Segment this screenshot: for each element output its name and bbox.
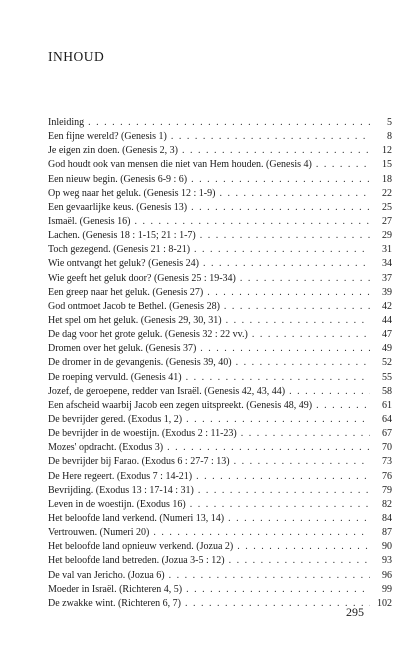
toc-entry-page: 8 bbox=[387, 131, 392, 143]
dot-leader bbox=[190, 498, 370, 512]
toc-entry-title: Het beloofde land opnieuw verkend. (Jozua 2) bbox=[48, 541, 234, 553]
toc-entry-page: 99 bbox=[382, 583, 392, 595]
dot-leader bbox=[219, 187, 370, 201]
dot-leader bbox=[228, 512, 370, 526]
toc-entry bbox=[48, 512, 392, 526]
toc-entry-page: 79 bbox=[382, 484, 392, 496]
toc-entry bbox=[48, 130, 392, 144]
toc-entry-page: 52 bbox=[382, 357, 392, 369]
toc-entry-page: 47 bbox=[382, 329, 392, 341]
toc-entry bbox=[48, 215, 392, 229]
toc-entry-page: 18 bbox=[382, 173, 392, 185]
toc-entry bbox=[48, 300, 392, 314]
toc-entry bbox=[48, 371, 392, 385]
dot-leader bbox=[171, 130, 370, 144]
table-of-contents bbox=[48, 116, 392, 611]
dot-leader bbox=[191, 201, 370, 215]
dot-leader bbox=[198, 484, 370, 498]
toc-entry-page: 22 bbox=[382, 187, 392, 199]
toc-entry-page: 27 bbox=[382, 215, 392, 227]
dot-leader bbox=[88, 116, 370, 130]
dot-leader bbox=[196, 470, 370, 484]
toc-entry-page: 37 bbox=[382, 272, 392, 284]
toc-entry-title: Een nieuw begin. (Genesis 6-9 : 6) bbox=[48, 173, 188, 185]
dot-leader bbox=[236, 356, 370, 370]
toc-entry-page: 44 bbox=[382, 314, 392, 326]
page-title: INHOUD bbox=[48, 49, 105, 64]
toc-entry-title: De dag voor het grote geluk. (Genesis 32 : 22 vv.) bbox=[48, 329, 248, 341]
toc-entry-title: De bevrijder bij Farao. (Exodus 6 : 27-7 : 13) bbox=[48, 456, 230, 468]
dot-leader bbox=[252, 328, 370, 342]
toc-entry-title: Leven in de woestijn. (Exodus 16) bbox=[48, 498, 186, 510]
dot-leader bbox=[203, 257, 370, 271]
toc-entry-title: Moeder in Israël. (Richteren 4, 5) bbox=[48, 583, 183, 595]
dot-leader bbox=[134, 215, 370, 229]
toc-entry bbox=[48, 455, 392, 469]
toc-entry-page: 29 bbox=[382, 230, 392, 242]
toc-entry bbox=[48, 484, 392, 498]
toc-entry-page: 67 bbox=[382, 428, 392, 440]
toc-entry-title: God houdt ook van mensen die niet van Hem houden. (Genesis 4) bbox=[48, 159, 312, 171]
dot-leader bbox=[241, 427, 370, 441]
dot-leader bbox=[234, 455, 370, 469]
dot-leader bbox=[167, 441, 370, 455]
dot-leader bbox=[186, 413, 370, 427]
toc-entry-page: 12 bbox=[382, 145, 392, 157]
toc-entry-page: 70 bbox=[382, 442, 392, 454]
toc-entry-title: De Here regeert. (Exodus 7 : 14-21) bbox=[48, 470, 193, 482]
dot-leader bbox=[182, 144, 370, 158]
toc-entry-title: Toch gezegend. (Genesis 21 : 8-21) bbox=[48, 244, 191, 256]
toc-entry bbox=[48, 413, 392, 427]
dot-leader bbox=[240, 272, 370, 286]
dot-leader bbox=[191, 173, 370, 187]
dot-leader bbox=[316, 158, 370, 172]
toc-entry-title: Wie ontvangt het geluk? (Genesis 24) bbox=[48, 258, 199, 270]
toc-entry-page: 76 bbox=[382, 470, 392, 482]
dot-leader bbox=[169, 569, 370, 583]
dot-leader bbox=[316, 399, 370, 413]
toc-entry-title: Een fijne wereld? (Genesis 1) bbox=[48, 131, 167, 143]
toc-entry bbox=[48, 144, 392, 158]
toc-entry bbox=[48, 286, 392, 300]
toc-entry bbox=[48, 187, 392, 201]
toc-entry-page: 42 bbox=[382, 300, 392, 312]
toc-entry-title: Vertrouwen. (Numeri 20) bbox=[48, 527, 150, 539]
toc-entry-title: De bevrijder gered. (Exodus 1, 2) bbox=[48, 413, 183, 425]
toc-entry bbox=[48, 201, 392, 215]
toc-entry-title: Inleiding bbox=[48, 117, 85, 128]
dot-leader bbox=[186, 371, 370, 385]
toc-entry bbox=[48, 399, 392, 413]
toc-entry bbox=[48, 173, 392, 187]
toc-entry bbox=[48, 498, 392, 512]
toc-entry-title: Dromen over het geluk. (Genesis 37) bbox=[48, 343, 197, 355]
toc-entry bbox=[48, 314, 392, 328]
dot-leader bbox=[186, 583, 370, 597]
toc-entry-page: 102 bbox=[377, 597, 392, 609]
dot-leader bbox=[153, 526, 370, 540]
toc-entry bbox=[48, 554, 392, 568]
toc-entry-page: 84 bbox=[382, 512, 392, 524]
toc-entry-title: Op weg naar het geluk. (Genesis 12 : 1-9) bbox=[48, 187, 216, 199]
toc-entry-title: Het beloofde land verkend. (Numeri 13, 14) bbox=[48, 512, 225, 524]
toc-entry-title: De roeping vervuld. (Genesis 41) bbox=[48, 371, 182, 383]
toc-entry-title: De dromer in de gevangenis. (Genesis 39, 40) bbox=[48, 357, 232, 369]
toc-entry-page: 58 bbox=[382, 385, 392, 397]
dot-leader bbox=[226, 314, 370, 328]
dot-leader bbox=[224, 300, 370, 314]
toc-entry-title: Mozes' opdracht. (Exodus 3) bbox=[48, 442, 164, 454]
toc-entry-page: 82 bbox=[382, 498, 392, 510]
toc-entry-title: Ismaël. (Genesis 16) bbox=[48, 215, 131, 227]
dot-leader bbox=[200, 342, 370, 356]
toc-entry-page: 93 bbox=[382, 555, 392, 567]
toc-entry-page: 49 bbox=[382, 343, 392, 355]
toc-entry bbox=[48, 470, 392, 484]
toc-entry bbox=[48, 385, 392, 399]
toc-entry bbox=[48, 229, 392, 243]
toc-entry-title: Jozef, de geroepene, redder van Israël. (Genesis 42, 43, 44) bbox=[48, 385, 286, 397]
toc-entry-title: Het beloofde land betreden. (Jozua 3-5 : 12) bbox=[48, 555, 225, 567]
toc-entry-page: 96 bbox=[382, 569, 392, 581]
toc-entry-title: Een afscheid waarbij Jacob een zegen uitspreekt. (Genesis 48, 49) bbox=[48, 399, 313, 411]
toc-entry bbox=[48, 356, 392, 370]
toc-entry bbox=[48, 272, 392, 286]
toc-entry-page: 55 bbox=[382, 371, 392, 383]
toc-entry-page: 34 bbox=[382, 258, 392, 270]
toc-entry bbox=[48, 342, 392, 356]
toc-entry-page: 73 bbox=[382, 456, 392, 468]
toc-entry bbox=[48, 158, 392, 172]
dot-leader bbox=[185, 597, 370, 611]
dot-leader bbox=[200, 229, 370, 243]
toc-entry-title: Je eigen zin doen. (Genesis 2, 3) bbox=[48, 145, 178, 157]
toc-entry bbox=[48, 328, 392, 342]
toc-entry bbox=[48, 116, 392, 130]
dot-leader bbox=[207, 286, 370, 300]
toc-entry bbox=[48, 243, 392, 257]
toc-entry-page: 87 bbox=[382, 527, 392, 539]
toc-entry bbox=[48, 526, 392, 540]
toc-entry-title: De bevrijder in de woestijn. (Exodus 2 : 11-23) bbox=[48, 428, 237, 440]
toc-entry-title: Het spel om het geluk. (Genesis 29, 30, 31) bbox=[48, 314, 222, 326]
toc-entry bbox=[48, 427, 392, 441]
toc-entry-title: Bevrijding. (Exodus 13 : 17-14 : 31) bbox=[48, 484, 194, 496]
toc-entry bbox=[48, 597, 392, 611]
page-number: 295 bbox=[346, 605, 364, 619]
toc-entry-title: Lachen. (Genesis 18 : 1-15; 21 : 1-7) bbox=[48, 230, 196, 242]
toc-entry-title: Een gevaarlijke keus. (Genesis 13) bbox=[48, 201, 188, 213]
toc-entry-page: 64 bbox=[382, 413, 392, 425]
toc-entry-title: Wie geeft het geluk door? (Genesis 25 : 19-34) bbox=[48, 272, 236, 284]
toc-entry-page: 61 bbox=[382, 399, 392, 411]
toc-entry-page: 39 bbox=[382, 286, 392, 298]
toc-entry bbox=[48, 257, 392, 271]
toc-entry-page: 25 bbox=[382, 201, 392, 213]
toc-entry bbox=[48, 441, 392, 455]
dot-leader bbox=[194, 243, 370, 257]
dot-leader bbox=[237, 540, 370, 554]
dot-leader bbox=[229, 554, 370, 568]
toc-entry bbox=[48, 569, 392, 583]
dot-leader bbox=[289, 385, 370, 399]
toc-entry-page: 90 bbox=[382, 541, 392, 553]
toc-entry-page: 31 bbox=[382, 244, 392, 256]
toc-entry-page: 15 bbox=[382, 159, 392, 171]
toc-entry-title: De val van Jericho. (Jozua 6) bbox=[48, 569, 165, 581]
toc-entry-title: De zwakke wint. (Richteren 6, 7) bbox=[48, 597, 182, 609]
toc-entry-title: God ontmoet Jacob te Bethel. (Genesis 28) bbox=[48, 300, 220, 312]
toc-entry-page: 5 bbox=[387, 117, 392, 128]
toc-entry bbox=[48, 540, 392, 554]
toc-entry bbox=[48, 583, 392, 597]
toc-entry-title: Een greep naar het geluk. (Genesis 27) bbox=[48, 286, 204, 298]
